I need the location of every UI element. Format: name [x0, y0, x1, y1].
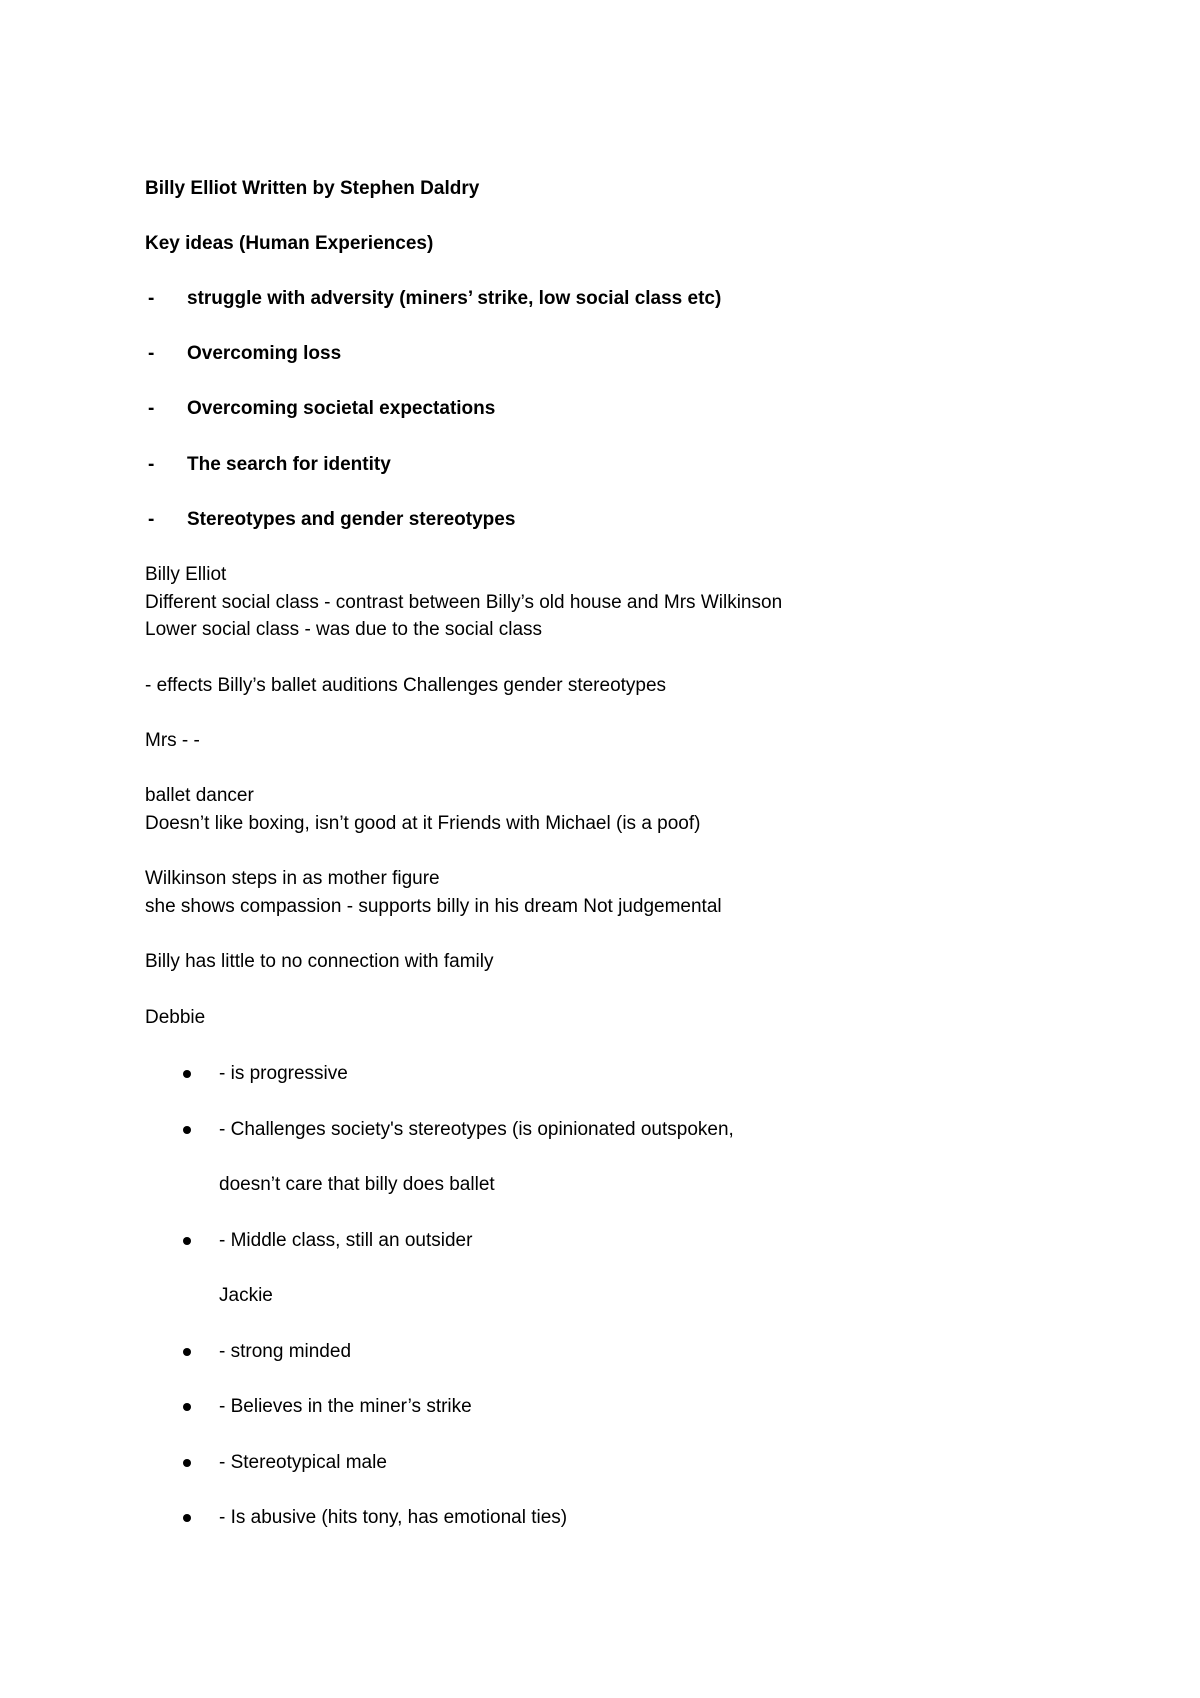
dash-marker: - — [148, 398, 155, 419]
note-line: Mrs - - — [145, 730, 200, 751]
billy-heading: Billy Elliot — [145, 564, 227, 585]
dash-marker: - — [148, 509, 155, 530]
dash-marker: - — [148, 343, 155, 364]
note-line: Lower social class - was due to the social class — [145, 619, 543, 640]
bullet-icon — [183, 1514, 191, 1522]
key-idea-item: The search for identity — [187, 454, 391, 475]
list-item: - is progressive — [219, 1063, 348, 1084]
key-idea-item: struggle with adversity (miners’ strike, low social class etc) — [187, 288, 722, 309]
note-line: Doesn’t like boxing, isn’t good at it Friends with Michael (is a poof) — [145, 813, 701, 834]
bullet-icon — [183, 1126, 191, 1134]
dash-marker: - — [148, 454, 155, 475]
bullet-icon — [183, 1237, 191, 1245]
key-idea-item: Stereotypes and gender stereotypes — [187, 509, 516, 530]
bullet-icon — [183, 1459, 191, 1467]
list-item: - strong minded — [219, 1341, 352, 1362]
note-line: Billy has little to no connection with family — [145, 951, 494, 972]
bullet-icon — [183, 1348, 191, 1356]
key-idea-item: Overcoming societal expectations — [187, 398, 496, 419]
list-item: - Is abusive (hits tony, has emotional ties) — [219, 1507, 568, 1528]
note-line: she shows compassion - supports billy in his dream Not judgemental — [145, 896, 722, 917]
document-title: Billy Elliot Written by Stephen Daldry — [145, 178, 480, 199]
bullet-icon — [183, 1070, 191, 1078]
list-item-continuation: doesn’t care that billy does ballet — [219, 1174, 495, 1195]
note-line: Wilkinson steps in as mother figure — [145, 868, 440, 889]
debbie-heading: Debbie — [145, 1007, 206, 1028]
bullet-icon — [183, 1403, 191, 1411]
key-ideas-heading: Key ideas (Human Experiences) — [145, 233, 434, 254]
note-line: ballet dancer — [145, 785, 254, 806]
note-line: - effects Billy’s ballet auditions Challenges gender stereotypes — [145, 675, 667, 696]
list-item: - Challenges society's stereotypes (is opinionated outspoken, — [219, 1119, 734, 1140]
list-item: - Believes in the miner’s strike — [219, 1396, 472, 1417]
note-line: Different social class - contrast between Billy’s old house and Mrs Wilkinson — [145, 592, 783, 613]
jackie-heading: Jackie — [219, 1285, 273, 1306]
list-item: - Middle class, still an outsider — [219, 1230, 473, 1251]
dash-marker: - — [148, 288, 155, 309]
list-item: - Stereotypical male — [219, 1452, 387, 1473]
key-idea-item: Overcoming loss — [187, 343, 342, 364]
